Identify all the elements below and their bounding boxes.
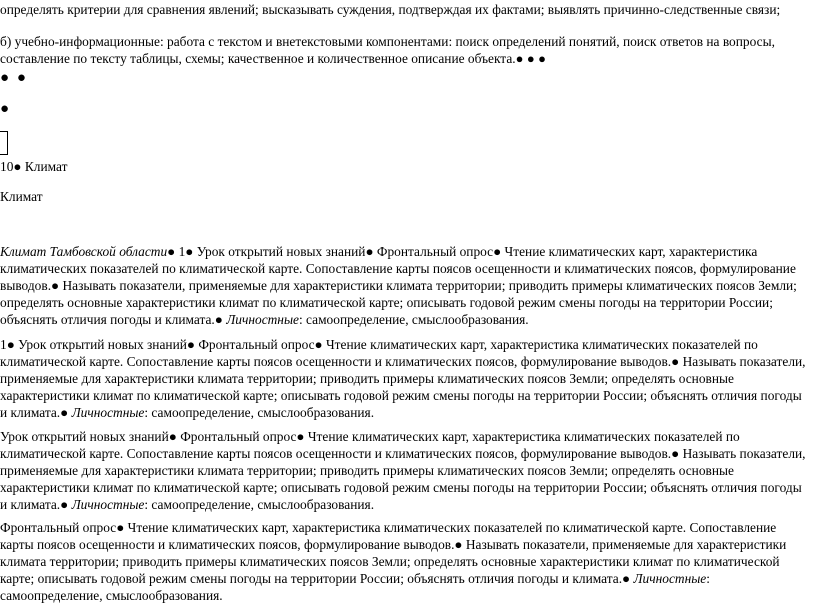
criteria-text: определять критерии для сравнения явлений; высказывать суждения, подтверждая их фактами; выявлять причинно-следственные связи; bbox=[0, 2, 781, 17]
criteria-line bbox=[0, 1, 810, 18]
lesson-text: Урок открытий новых знаний● Фронтальный опрос● Чтение климатических карт, характеристика климатических показателей по климатической карте. Сопоставление карты поясов осещенности и климатических поясов, формулирование выводов.● Называть показатели, применяемые для характеристики климата территории; приводить примеры климатических поясов Земли; определять основные характеристики климат по климатической карте; описывать годовой режим смены погоды на территории России; объяснять отличия погоды и климата.● bbox=[0, 429, 806, 512]
personal-text: : самоопределение, смыслообразования. bbox=[144, 405, 375, 420]
lesson-paragraph-4 bbox=[0, 519, 810, 604]
bullet-icon: ● bbox=[0, 101, 12, 117]
lesson-title-italic: Климат Тамбовской области bbox=[0, 244, 168, 259]
personal-text: : самоопределение, смыслообразования. bbox=[144, 497, 375, 512]
bullet-row bbox=[0, 70, 810, 87]
info-skills-paragraph bbox=[0, 33, 810, 67]
empty-table-cell bbox=[0, 131, 8, 155]
bullet-icon: ● bbox=[526, 51, 535, 66]
topic-heading-text: Климат bbox=[0, 189, 43, 204]
lesson-text: 1● Урок открытий новых знаний● Фронтальный опрос● Чтение климатических карт, характеристика климатических показателей по климатической карте. Сопоставление карты поясов осещенности и климатических поясов, формулирование выводов.● Называть показатели, применяемые для характеристики климата территории; приводить примеры климатических поясов Земли; определять основные характеристики климат по климатической карте; описывать годовой режим смены погоды на территории России; объяснять отличия погоды и климата.● bbox=[0, 337, 806, 420]
lesson-text: ● 1● Урок открытий новых знаний● Фронтальный опрос● Чтение климатических карт, характеристика климатических показателей по климатической карте. Сопоставление карты поясов осещенности и климатических поясов, формулирование выводов.● Называть показатели, применяемые для характеристики климата территории; приводить примеры климатических поясов Земли; определять основные характеристики климат по климатической карте; описывать годовой режим смены погоды на территории России; объяснять отличия погоды и климата.● bbox=[0, 244, 797, 327]
lesson-paragraph-2 bbox=[0, 336, 810, 421]
lesson-paragraph-3 bbox=[0, 428, 810, 513]
lesson-text: Фронтальный опрос● Чтение климатических карт, характеристика климатических показателей по климатической карте. Сопоставление карты поясов осещенности и климатических поясов, формулирование выводов.● Называть показатели, применяемые для характеристики климата территории; приводить примеры климатических поясов Земли; определять основные характеристики климат по климатической карте; описывать годовой режим смены погоды на территории России; объяснять отличия погоды и климата.● bbox=[0, 520, 787, 586]
bullet-row bbox=[0, 101, 810, 118]
bullet-icon: ● bbox=[0, 70, 12, 86]
personal-label: Личностные bbox=[226, 312, 299, 327]
personal-label: Личностные bbox=[71, 497, 145, 512]
info-skills-text: б) учебно-информационные: работа с текстом и внетекстовыми компонентами: поиск определений понятий, поиск ответов на вопросы, составление по тексту таблицы, схемы; качественное и количественное описание объекта. bbox=[0, 34, 775, 66]
personal-label: Личностные bbox=[633, 571, 707, 586]
topic-heading bbox=[0, 188, 810, 205]
lesson-paragraph-1 bbox=[0, 243, 810, 328]
personal-text: : самоопределение, смыслообразования. bbox=[0, 571, 710, 603]
lesson-number-text: 10● Климат bbox=[0, 159, 68, 174]
personal-text: : самоопределение, смыслообразования. bbox=[298, 312, 529, 327]
bullet-icon: ● bbox=[515, 51, 524, 66]
lesson-number-row bbox=[0, 158, 810, 175]
bullet-icon: ● bbox=[538, 51, 546, 66]
bullet-icon: ● bbox=[16, 70, 28, 86]
personal-label: Личностные bbox=[71, 405, 145, 420]
